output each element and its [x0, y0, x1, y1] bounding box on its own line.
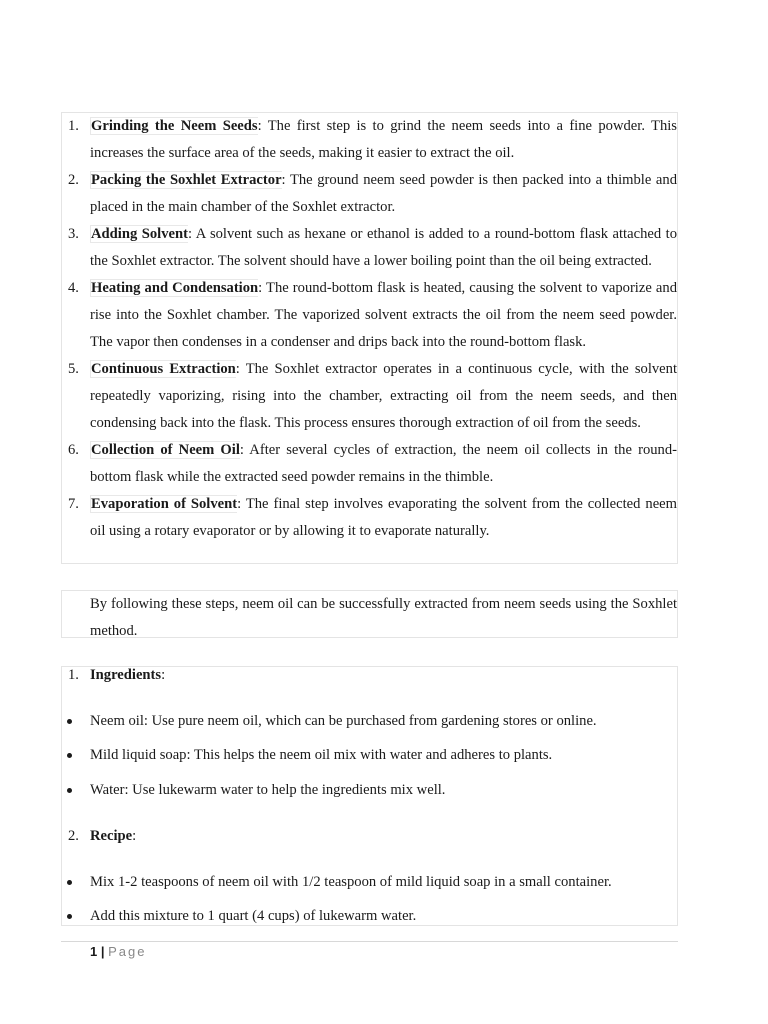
- recipe-box: [61, 666, 678, 926]
- summary-paragraph: By following these steps, neem oil can be successfully extracted from neem seeds using the Soxhlet method.: [90, 596, 677, 639]
- list-item: [62, 437, 677, 491]
- list-item: [62, 167, 677, 221]
- list-number: 1.: [68, 118, 79, 134]
- list-number: 2.: [68, 172, 79, 188]
- list-item: [62, 356, 677, 437]
- page-label: Page: [108, 944, 147, 959]
- list-item: [62, 491, 677, 545]
- footer-divider: [61, 941, 678, 942]
- step-term: Packing the Soxhlet Extractor: [91, 172, 282, 188]
- list-number: 1.: [68, 667, 79, 683]
- ingredients-heading: Ingredients: [90, 667, 162, 683]
- ingredient-text: Mild liquid soap: This helps the neem oil mix with water and adheres to plants.: [90, 747, 553, 763]
- step-text: : After several cycles of extraction, the neem oil collects in the round-bottom flask while the extracted seed powder remains in the thimble.: [90, 442, 677, 485]
- page-footer: [90, 944, 147, 959]
- bullet-icon: [67, 753, 72, 758]
- step-term: Heating and Condensation: [91, 280, 259, 296]
- recipe-step-text: Mix 1-2 teaspoons of neem oil with 1/2 teaspoon of mild liquid soap in a small container.: [90, 874, 612, 890]
- ingredient-text: Neem oil: Use pure neem oil, which can be purchased from gardening stores or online.: [90, 713, 597, 729]
- step-term: Collection of Neem Oil: [91, 442, 240, 458]
- ingredient-text: Water: Use lukewarm water to help the ingredients mix well.: [90, 782, 446, 798]
- list-number: 3.: [68, 226, 79, 242]
- list-number: 6.: [68, 442, 79, 458]
- list-number: 4.: [68, 280, 79, 296]
- list-number: 5.: [68, 361, 79, 377]
- step-text: : The final step involves evaporating the solvent from the collected neem oil using a rotary evaporator or by allowing it to evaporate naturally.: [90, 496, 678, 539]
- bullet-icon: [67, 880, 72, 885]
- bullet-icon: [67, 719, 72, 724]
- summary-box: [61, 590, 678, 638]
- step-text: : The ground neem seed powder is then packed into a thimble and placed in the main chamber of the Soxhlet extractor.: [90, 172, 677, 215]
- list-number: 7.: [68, 496, 79, 512]
- heading-colon: :: [161, 667, 166, 683]
- heading-colon: :: [132, 828, 137, 844]
- step-term: Grinding the Neem Seeds: [91, 118, 258, 134]
- step-text: : The first step is to grind the neem seeds into a fine powder. This increases the surface area of the seeds, making it easier to extract the oil.: [90, 118, 677, 161]
- list-item: [62, 275, 677, 356]
- recipe-step-text: Add this mixture to 1 quart (4 cups) of lukewarm water.: [90, 908, 417, 924]
- step-term: Evaporation of Solvent: [91, 496, 238, 512]
- extraction-steps-box: [61, 112, 678, 564]
- bullet-icon: [67, 788, 72, 793]
- page-number: 1: [90, 944, 98, 959]
- bullet-icon: [67, 914, 72, 919]
- step-term: Continuous Extraction: [91, 361, 236, 377]
- list-number: 2.: [68, 828, 79, 844]
- extraction-steps-list: [62, 113, 677, 545]
- step-term: Adding Solvent: [91, 226, 188, 242]
- recipe-heading: Recipe: [90, 828, 133, 844]
- step-text: : The Soxhlet extractor operates in a continuous cycle, with the solvent repeatedly vaporizing, rising into the chamber, extracting oil from the neem seeds, and then condensing back into the flask. This process ensures thorough extraction of oil from the seeds.: [90, 361, 678, 431]
- footer-separator: |: [100, 944, 105, 959]
- step-text: : The round-bottom flask is heated, causing the solvent to vaporize and rise into the Soxhlet chamber. The vaporized solvent extracts the oil from the neem seed powder. The vapor then condenses in a condenser and drips back into the round-bottom flask.: [90, 280, 677, 350]
- list-item: [62, 113, 677, 167]
- step-text: : A solvent such as hexane or ethanol is added to a round-bottom flask attached to the Soxhlet extractor. The solvent should have a lower boiling point than the oil being extracted.: [90, 226, 677, 269]
- list-item: [62, 221, 677, 275]
